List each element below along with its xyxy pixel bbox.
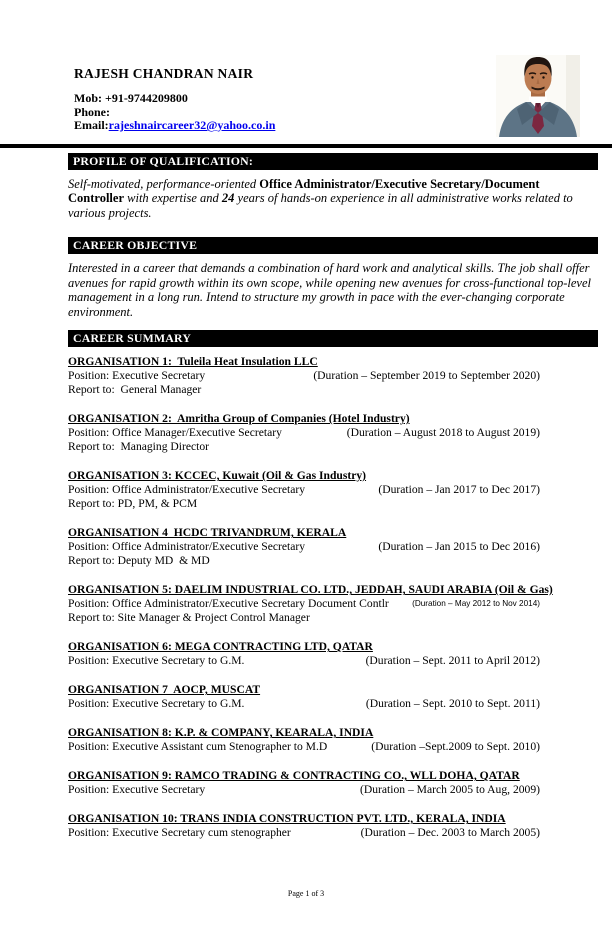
- org-position: Position: Office Administrator/Executive Secretary: [68, 483, 306, 497]
- org-position-line: [68, 697, 598, 711]
- org-duration: (Duration – August 2018 to August 2019): [346, 426, 540, 440]
- org-duration: (Duration – September 2019 to September 2020): [313, 369, 540, 383]
- org-heading: ORGANISATION 5: DAELIM INDUSTRIAL CO. LTD., JEDDAH, SAUDI ARABIA (Oil & Gas): [68, 583, 553, 597]
- profile-text-bold-role: Office Administrator/Executive Secretary/Document Controller: [68, 176, 540, 206]
- profile-text-1: Self-motivated, performance-oriented: [68, 176, 260, 191]
- org-position: Position: Executive Secretary: [68, 783, 206, 797]
- org-position-line: [68, 426, 598, 440]
- profile-paragraph: [68, 177, 598, 221]
- mobile-line: Mob: +91-9744209800: [74, 91, 188, 105]
- org-position: Position: Executive Secretary: [68, 369, 206, 383]
- org-position-line: [68, 369, 598, 383]
- resume-content: [68, 153, 598, 841]
- org-duration: (Duration – Sept. 2010 to Sept. 2011): [365, 697, 540, 711]
- section-title-summary: CAREER SUMMARY: [68, 330, 598, 347]
- org-duration: (Duration – Dec. 2003 to March 2005): [360, 826, 540, 840]
- org-position: Position: Office Administrator/Executive Secretary: [68, 540, 306, 554]
- portrait-photo: [496, 55, 580, 137]
- org-heading: ORGANISATION 3: KCCEC, Kuwait (Oil & Gas Industry): [68, 469, 367, 483]
- org-entry-6: [68, 640, 598, 668]
- org-position: Position: Executive Secretary to G.M.: [68, 654, 245, 668]
- org-entry-5: [68, 583, 598, 625]
- page-number: Page 1 of 3: [287, 889, 325, 898]
- org-report: Report to: Managing Director: [68, 440, 210, 454]
- org-heading: ORGANISATION 2: Amritha Group of Companies (Hotel Industry): [68, 412, 410, 426]
- org-report: Report to: Site Manager & Project Control Manager: [68, 611, 310, 625]
- org-report: Report to: Deputy MD & MD: [68, 554, 210, 568]
- org-position: Position: Executive Assistant cum Stenographer to M.D: [68, 740, 328, 754]
- org-heading: ORGANISATION 1: Tuleila Heat Insulation LLC: [68, 355, 318, 369]
- org-position-line: [68, 597, 598, 611]
- profile-text-2: with expertise and: [124, 191, 222, 206]
- org-duration: (Duration – Jan 2015 to Dec 2016): [378, 540, 540, 554]
- org-position-line: [68, 740, 598, 754]
- org-position-line: [68, 540, 598, 554]
- profile-text-years: 24: [221, 191, 235, 206]
- org-duration: (Duration – March 2005 to Aug, 2009): [360, 783, 540, 797]
- org-heading: ORGANISATION 10: TRANS INDIA CONSTRUCTION PVT. LTD., KERALA, INDIA: [68, 812, 506, 826]
- org-position: Position: Executive Secretary cum stenographer: [68, 826, 291, 840]
- org-position-line: [68, 826, 598, 840]
- org-entry-9: [68, 769, 598, 797]
- email-link[interactable]: rajeshnaircareer32@yahoo.co.in: [108, 118, 276, 132]
- org-position: Position: Office Manager/Executive Secretary: [68, 426, 282, 440]
- org-position-line: [68, 783, 598, 797]
- org-entry-10: [68, 812, 598, 840]
- org-heading: ORGANISATION 4 HCDC TRIVANDRUM, KERALA: [68, 526, 347, 540]
- candidate-name: RAJESH CHANDRAN NAIR: [74, 66, 254, 81]
- org-heading: ORGANISATION 8: K.P. & COMPANY, KEARALA, INDIA: [68, 726, 374, 740]
- org-heading: ORGANISATION 9: RAMCO TRADING & CONTRACTING CO., WLL DOHA, QATAR: [68, 769, 520, 783]
- profile-text-3: years of hands-on experience in all administrative works related to various projects.: [68, 191, 573, 221]
- org-duration: (Duration – May 2012 to Nov 2014): [412, 599, 540, 609]
- org-report: Report to: PD, PM, & PCM: [68, 497, 198, 511]
- org-heading: ORGANISATION 6: MEGA CONTRACTING LTD, QATAR: [68, 640, 373, 654]
- org-report: Report to: General Manager: [68, 383, 202, 397]
- section-title-objective: CAREER OBJECTIVE: [68, 237, 598, 254]
- organisation-list: [68, 355, 598, 840]
- org-position-line: [68, 483, 598, 497]
- org-position: Position: Office Administrator/Executive Secretary Document Contlr: [68, 597, 389, 611]
- org-heading: ORGANISATION 7 AOCP, MUSCAT: [68, 683, 261, 697]
- org-duration: (Duration – Jan 2017 to Dec 2017): [378, 483, 540, 497]
- org-entry-1: [68, 355, 598, 397]
- org-position: Position: Executive Secretary to G.M.: [68, 697, 245, 711]
- org-duration: (Duration – Sept. 2011 to April 2012): [365, 654, 540, 668]
- header-divider: [0, 144, 612, 148]
- org-entry-3: [68, 469, 598, 511]
- email-label: Email:: [74, 118, 109, 132]
- org-entry-2: [68, 412, 598, 454]
- org-entry-7: [68, 683, 598, 711]
- phone-line: Phone:: [74, 104, 110, 119]
- section-title-profile: PROFILE OF QUALIFICATION:: [68, 153, 598, 170]
- org-entry-4: [68, 526, 598, 568]
- org-position-line: [68, 654, 598, 668]
- page-footer: [0, 889, 612, 898]
- org-entry-8: [68, 726, 598, 754]
- org-duration: (Duration –Sept.2009 to Sept. 2010): [371, 740, 540, 754]
- resume-header: [0, 0, 612, 133]
- objective-paragraph: Interested in a career that demands a combination of hard work and analytical skills. The job shall offer avenues for rapid growth within its own scope, while opening new avenues for cross-functional top-level management in a long run. Intend to structure my growth in pace with the ever-changing corporate environment.: [68, 260, 591, 320]
